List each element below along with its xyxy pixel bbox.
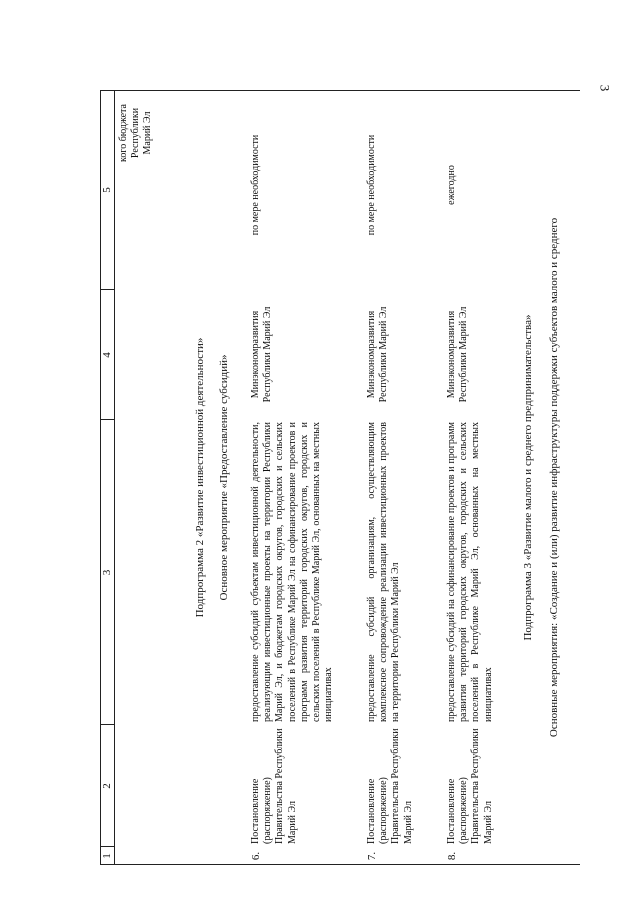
row-responsible: Минэкономразвития Республики Марий Эл — [250, 306, 274, 403]
row-number: 8. — [446, 851, 458, 861]
row-description: предоставление субсидий организациям, осуществляющим комплексное сопровождение реализации инвестиционных проектов на территории Республики Марий Эл — [366, 422, 402, 722]
column-header-3: 3 — [101, 569, 113, 576]
table-border-right — [100, 90, 580, 91]
row-document: Постановление (распоряжение) Правительства Республики Марий Эл — [366, 728, 414, 844]
subprogram-2-title: Подпрограмма 2 «Развитие инвестиционной деятельности» — [194, 337, 206, 618]
subprogram-2-measure: Основное мероприятие «Предоставление субсидий» — [218, 354, 230, 601]
continuation-text: кого бюджета Республики Марий Эл — [118, 104, 154, 162]
row-document: Постановление (распоряжение) Правительства Республики Марий Эл — [250, 728, 298, 844]
column-header-1: 1 — [101, 853, 113, 859]
row-description: предоставление субсидий на софинансирование проектов и программ развития территорий городских округов, городских и сельских поселений в Республике Марий Эл, основанных на местных инициативах — [446, 422, 494, 722]
row-term: по мере необходимости — [366, 134, 377, 236]
row-document: Постановление (распоряжение) Правительства Республики Марий Эл — [446, 728, 494, 844]
column-header-4: 4 — [101, 352, 113, 358]
row-number: 6. — [250, 851, 262, 861]
row-term: ежегодно — [446, 165, 457, 205]
row-description: предоставление субсидий субъектам инвестиционной деятельности, реализующим инвестиционные проекты на территории Республики Марий Эл, и бюджетам городских округов, городских и сельских поселений в Республике Марий Эл на софинансирование проектов и программ развития территорий городских округов, городских и сельских поселений в Республике Марий Эл, основанных на местных инициативах — [250, 422, 335, 722]
table-border-left — [100, 864, 580, 865]
column-header-5: 5 — [101, 187, 113, 193]
rotated-document-page — [100, 90, 580, 865]
subprogram-3-measure: Основные мероприятия: «Создание и (или) развитие инфраструктуры поддержки субъектов малого и среднего — [548, 217, 560, 738]
subprogram-3-title: Подпрограмма 3 «Развитие малого и среднего предпринимательства» — [522, 314, 534, 641]
row-responsible: Минэкономразвития Республики Марий Эл — [446, 306, 470, 403]
table-header-rule — [114, 90, 115, 865]
row-responsible: Минэкономразвития Республики Марий Эл — [366, 306, 390, 403]
row-term: по мере необходимости — [250, 134, 261, 236]
row-number: 7. — [366, 851, 378, 861]
page-number: 3 — [597, 84, 613, 92]
column-header-2: 2 — [101, 783, 113, 789]
